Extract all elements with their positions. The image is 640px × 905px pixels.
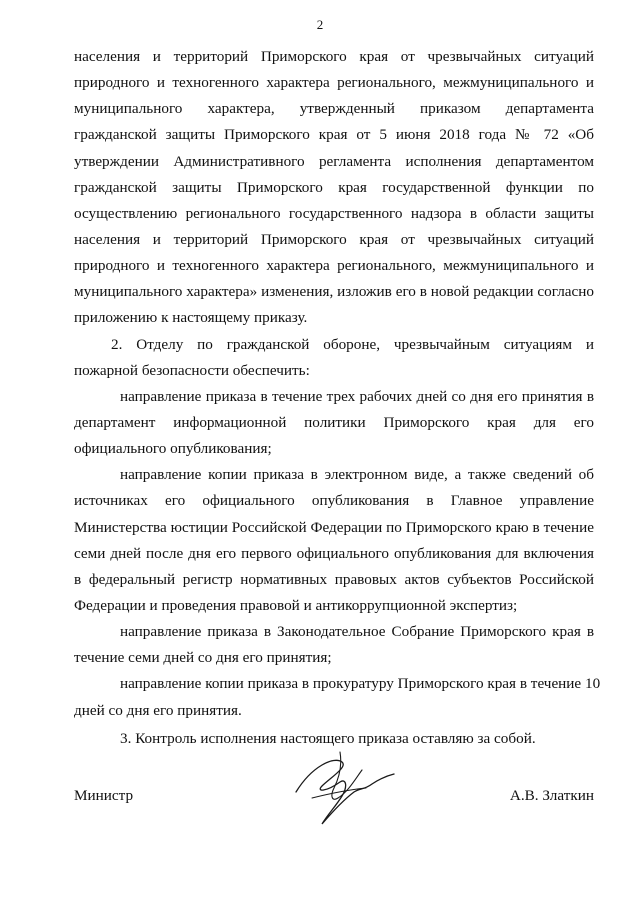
body-line: 2. Отделу по гражданской обороне, чрезвычайным ситуациям и (111, 335, 594, 353)
body-line: семи дней после дня его первого официального опубликования для включения (74, 544, 594, 562)
body-line: департамент информационной политики Приморского края для его (74, 413, 594, 431)
body-line: населения и территорий Приморского края от чрезвычайных ситуаций (74, 48, 594, 65)
body-line: источниках его официального опубликования в Главное управление (74, 492, 594, 510)
body-line: муниципального характера» изменения, изложив его в новой редакции согласно (74, 283, 594, 301)
body-line: утверждении Административного регламента исполнения департаментом (74, 152, 594, 170)
body-line: направление копии приказа в электронном виде, а также сведений об (120, 466, 594, 484)
body-line: гражданской защиты Приморского края государственной функции по (74, 178, 594, 196)
body-line: дней со дня его принятия. (74, 701, 242, 719)
body-line: направление приказа в Законодательное Собрание Приморского края в (120, 623, 594, 641)
body-line: Федерации и проведения правовой и антикоррупционной экспертиз; (74, 596, 518, 614)
body-line: населения и территорий Приморского края от чрезвычайных ситуаций (74, 230, 594, 248)
body-line: муниципального характера, утвержденный приказом департамента (74, 100, 594, 118)
body-line: направление копии приказа в прокуратуру Приморского края в течение 10 (120, 675, 601, 693)
body-line: пожарной безопасности обеспечить: (74, 361, 310, 379)
signer-name: А.В. Златкин (509, 787, 594, 804)
body-line: течение семи дней со дня его принятия; (74, 649, 332, 667)
body-line: природного и техногенного характера регионального, межмуниципального и (74, 257, 594, 275)
signature-block (74, 782, 594, 812)
document-body (74, 44, 601, 752)
body-line: приложению к настоящему приказу. (74, 309, 308, 327)
body-line: гражданской защиты Приморского края от 5 июня 2018 года № 72 «Об (74, 126, 594, 144)
body-line: 3. Контроль исполнения настоящего приказа оставляю за собой. (120, 729, 536, 747)
position-title: Министр (74, 787, 134, 804)
body-line: направление приказа в течение трех рабочих дней со дня его принятия в (120, 387, 594, 405)
body-line: природного и техногенного характера регионального, межмуниципального и (74, 74, 594, 92)
body-line: осуществлению регионального государственного надзора в области защиты (74, 204, 594, 222)
body-line: Министерства юстиции Российской Федерации по Приморского краю в течение (74, 518, 594, 536)
page-number: 2 (316, 17, 324, 32)
body-line: официального опубликования; (74, 440, 272, 458)
body-line: в федеральный регистр нормативных правовых актов субъектов Российской (74, 570, 594, 588)
